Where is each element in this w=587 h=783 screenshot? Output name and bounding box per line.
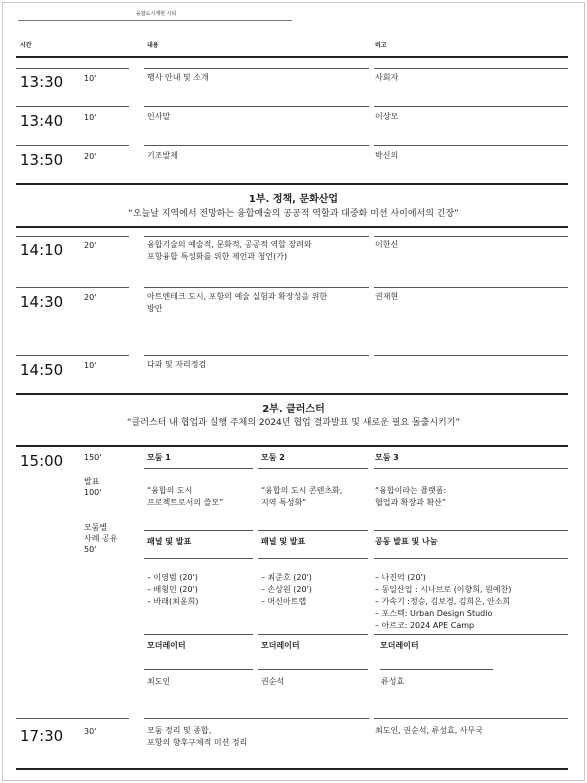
section2-divider: [16, 393, 568, 395]
title-underline: [18, 20, 292, 21]
section1-bottom-divider: [16, 226, 568, 228]
group-divider: [144, 558, 253, 559]
row-divider: [374, 287, 568, 288]
row-content: 아트엔테크 도시, 포항의 예술 실험과 확장성을 위한 방안: [147, 292, 328, 313]
row-duration: 10': [84, 361, 97, 370]
row-duration: 20': [84, 152, 97, 161]
row-divider: [144, 106, 369, 107]
row-time: 13:50: [20, 151, 64, 169]
group-divider: [258, 669, 368, 670]
row-divider: [144, 236, 369, 237]
group-panel-label: 패널 및 발표: [261, 537, 306, 546]
group-moderator: 류성효: [381, 677, 405, 686]
group-topic: “융합의 도시 콘텐츠화, 지역 특성화”: [261, 486, 343, 507]
group-name: 모둠 3: [375, 453, 399, 462]
row-divider: [374, 106, 568, 107]
group-moderator: 최도인: [147, 677, 171, 686]
group-moderator: 권순석: [261, 677, 285, 686]
group-divider: [144, 468, 253, 469]
row-divider: [16, 287, 129, 288]
cluster-time: 15:00: [20, 452, 64, 470]
row-time: 17:30: [20, 727, 64, 745]
group-divider: [258, 468, 368, 469]
group-moderator-label: 모더레이터: [380, 641, 419, 650]
group-divider: [374, 634, 568, 635]
row-divider: [374, 236, 568, 237]
group-moderator-label: 모더레이터: [147, 641, 186, 650]
group-divider: [258, 530, 368, 531]
row-divider: [16, 68, 129, 69]
group-divider: [374, 530, 568, 531]
row-content: 다과 및 자리정검: [147, 360, 207, 369]
row-duration: 20': [84, 293, 97, 302]
section2-bottom-divider: [16, 445, 568, 447]
row-content: 기조발제: [147, 151, 178, 160]
row-duration: 10': [84, 113, 97, 122]
row-divider: [144, 287, 369, 288]
group-topic: “융합의 도시 프로젝트로서의 쓸모”: [147, 486, 224, 507]
group-divider: [374, 558, 568, 559]
row-time: 14:10: [20, 241, 64, 259]
section1-subtitle: “오늘날 지역에서 전망하는 융합예술의 공공적 역할과 대중화 미션 사이에서의 긴장”: [128, 209, 459, 219]
row-note: 권재현: [375, 292, 399, 301]
row-time: 14:30: [20, 293, 64, 311]
group-panel-list: – 이영범 (20') – 배형민 (20') – 바래(최윤희): [147, 573, 199, 606]
header-time: 시간: [20, 42, 32, 49]
group-name: 모둠 2: [261, 453, 285, 462]
group-divider: [144, 530, 253, 531]
group-divider: [380, 669, 493, 670]
header-content: 내용: [147, 42, 159, 49]
row-divider: [144, 718, 369, 719]
group-panel-label: 패널 및 발표: [147, 537, 192, 546]
row-divider: [144, 145, 369, 146]
row-duration: 20': [84, 241, 97, 250]
cluster-duration-share: 모둠별 사례 공유 50': [84, 523, 118, 554]
row-time: 14:50: [20, 361, 64, 379]
group-name: 모둠 1: [147, 453, 171, 462]
row-divider: [16, 355, 129, 356]
row-note: 사회자: [375, 73, 399, 82]
group-divider: [144, 669, 253, 670]
header-note: 비고: [375, 42, 387, 49]
row-duration: 10': [84, 74, 97, 83]
group-divider: [258, 558, 368, 559]
row-divider: [374, 718, 568, 719]
row-note: 박신의: [375, 151, 399, 160]
doc-title: 융합도시재현 시티: [136, 11, 177, 17]
row-divider: [374, 145, 568, 146]
row-content: 융합기술의 예술적, 문화적, 공공적 역할 장려와 포항융합 특성화를 위한 제언과 청언(가): [147, 240, 312, 261]
section1-title: 1부. 정책, 문화산업: [248, 194, 339, 205]
row-divider: [144, 355, 369, 356]
row-time: 13:40: [20, 112, 64, 130]
group-panel-list: – 최준호 (20') – 손상원 (20') – 머신아트랩: [261, 573, 312, 606]
header-divider: [16, 56, 568, 58]
row-note: 최도인, 권순석, 류성효, 사무국: [375, 726, 483, 735]
table-bottom-divider: [16, 768, 568, 770]
row-divider: [374, 68, 568, 69]
group-panel-label: 공동 발표 및 나눔: [375, 537, 438, 546]
row-content: 모둠 정리 및 종합, 포항의 향후구체적 미션 정리: [147, 726, 248, 747]
row-time: 13:30: [20, 73, 64, 91]
group-divider: [258, 634, 368, 635]
cluster-duration-present: 발표 100': [84, 477, 102, 497]
row-divider: [16, 718, 129, 719]
section1-divider: [16, 183, 568, 185]
row-divider: [374, 355, 568, 356]
group-topic: “융합이라는 플랫폼: 협업과 확장과 확산”: [375, 486, 447, 507]
row-note: 이상모: [375, 112, 399, 121]
row-divider: [16, 106, 129, 107]
row-divider: [16, 236, 129, 237]
row-divider: [144, 68, 369, 69]
group-divider: [144, 634, 253, 635]
cluster-duration-total: 150': [84, 453, 102, 462]
row-note: 이한신: [375, 240, 399, 249]
group-divider: [374, 468, 568, 469]
row-content: 행사 안내 및 소개: [147, 73, 209, 82]
section2-title: 2부. 클러스터: [262, 404, 325, 415]
section2-subtitle: “클러스터 내 협업과 실행 주체의 2024년 협업 결과발표 및 새로운 필요 돌출시키기”: [126, 418, 461, 428]
row-content: 인사말: [147, 112, 171, 121]
row-divider: [16, 145, 129, 146]
group-panel-list: – 나진억 (20') – 동일산업 : 시나브로 (이향희, 원예찬) – 가속기 :정승, 김보경, 김희은, 안소희 – 포스텍: Urban Design Studio – 아르코: 2024 APE Camp: [375, 573, 512, 630]
row-duration: 30': [84, 727, 97, 736]
group-moderator-label: 모더레이터: [261, 641, 300, 650]
